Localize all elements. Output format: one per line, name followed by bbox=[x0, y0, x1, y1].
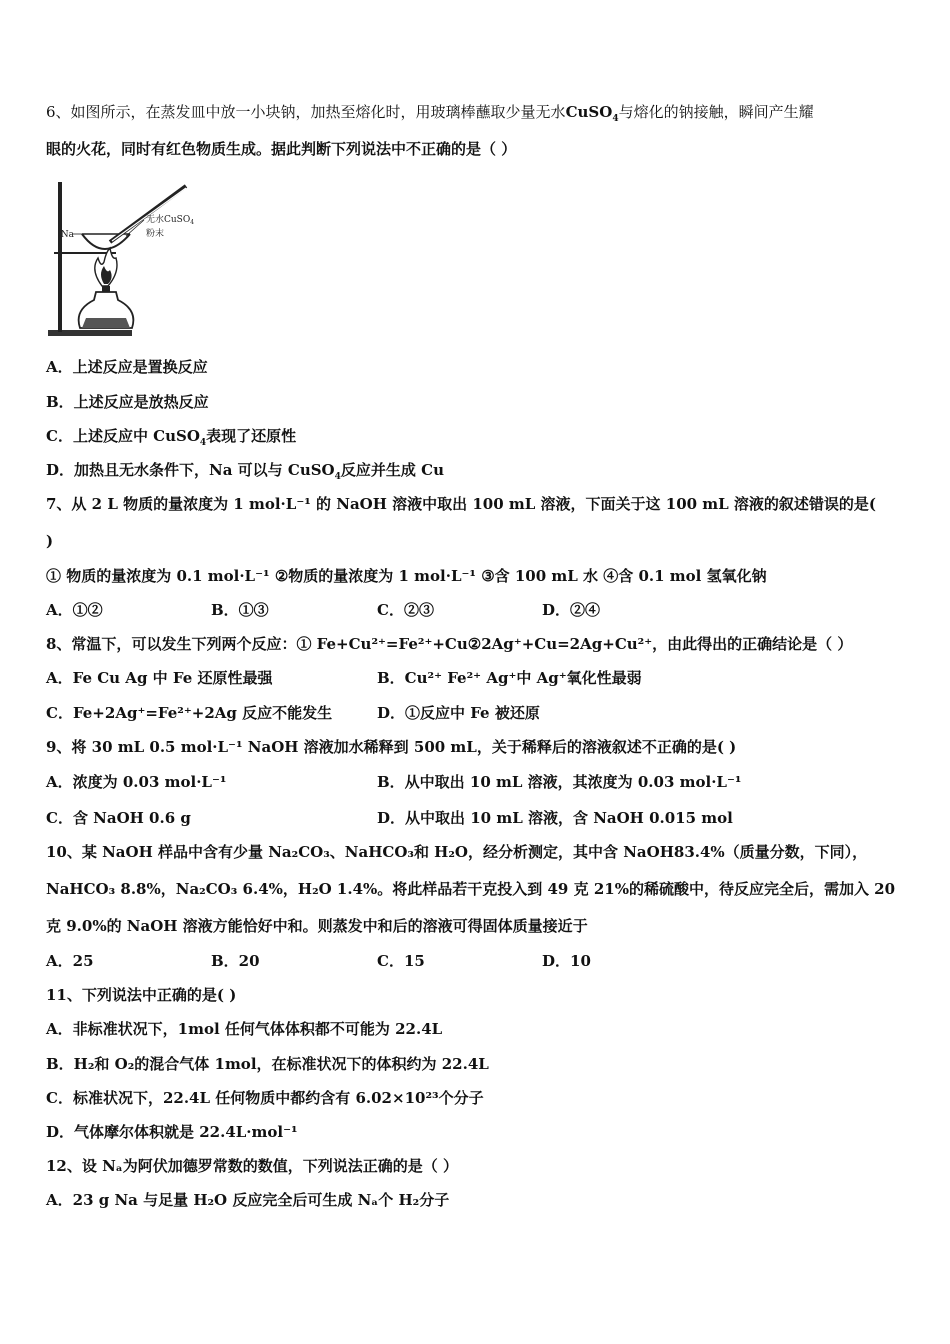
q9-options-row2 bbox=[46, 808, 910, 828]
label-na: Na bbox=[60, 230, 74, 240]
q7-option-a: A．①② bbox=[46, 601, 103, 619]
q6-option-c: C．上述反应中 CuSO$_4$表现了还原性 bbox=[46, 427, 297, 448]
q10-option-b: B．20 bbox=[211, 952, 260, 970]
q10-option-c: C．15 bbox=[377, 952, 425, 970]
q6-option-a: A．上述反应是置换反应 bbox=[46, 358, 208, 376]
q8-option-c: C．Fe+2Ag⁺=Fe²⁺+2Ag 反应不能发生 bbox=[46, 704, 333, 722]
q10-options bbox=[46, 951, 910, 971]
q12-option-a: A．23 g Na 与足量 H₂O 反应完全后可生成 Nₐ个 H₂分子 bbox=[46, 1191, 450, 1209]
q6-stem-line1: 6、如图所示，在蒸发皿中放一小块钠，加热至熔化时，用玻璃棒蘸取少量无水CuSO$_4$与熔化的钠接触，瞬间产生耀 bbox=[46, 103, 814, 124]
q7-options bbox=[46, 600, 910, 620]
q9-option-a: A．浓度为 0.03 mol·L⁻¹ bbox=[46, 773, 227, 791]
q8-stem: 8、常温下，可以发生下列两个反应：① Fe+Cu²⁺=Fe²⁺+Cu②2Ag⁺+Cu=2Ag+Cu²⁺，由此得出的正确结论是（ ） bbox=[46, 635, 853, 653]
q10-stem-line3: 克 9.0%的 NaOH 溶液方能恰好中和。则蒸发中和后的溶液可得固体质量接近于 bbox=[46, 917, 588, 935]
q10-stem-line2: NaHCO₃ 8.8%，Na₂CO₃ 6.4%，H₂O 1.4%。将此样品若干克投入到 49 克 21%的稀硫酸中，待反应完全后，需加入 20 bbox=[46, 880, 896, 898]
q7-option-d: D．②④ bbox=[542, 601, 601, 619]
q11-option-b: B．H₂和 O₂的混合气体 1mol，在标准状况下的体积约为 22.4L bbox=[46, 1055, 489, 1073]
q7-stem-line1: 7、从 2 L 物质的量浓度为 1 mol·L⁻¹ 的 NaOH 溶液中取出 100 mL 溶液，下面关于这 100 mL 溶液的叙述错误的是( bbox=[46, 495, 877, 513]
q7-option-b: B．①③ bbox=[211, 601, 269, 619]
apparatus-figure bbox=[46, 178, 196, 340]
q10-option-d: D．10 bbox=[542, 952, 591, 970]
q8-options-row1 bbox=[46, 668, 910, 688]
q11-option-c: C．标准状况下，22.4L 任何物质中都约含有 6.02×10²³个分子 bbox=[46, 1089, 484, 1107]
q11-option-a: A．非标准状况下，1mol 任何气体体积都不可能为 22.4L bbox=[46, 1020, 443, 1038]
label-powder: 粉末 bbox=[146, 229, 165, 239]
q9-options-row1 bbox=[46, 772, 910, 792]
q8-option-d: D．①反应中 Fe 被还原 bbox=[377, 704, 540, 722]
q10-stem-line1: 10、某 NaOH 样品中含有少量 Na₂CO₃、NaHCO₃和 H₂O，经分析测定，其中含 NaOH83.4%（质量分数，下同）， bbox=[46, 843, 868, 861]
q11-stem: 11、下列说法中正确的是( ) bbox=[46, 986, 237, 1004]
q10-option-a: A．25 bbox=[46, 952, 94, 970]
q6-stem-line2: 眼的火花，同时有红色物质生成。据此判断下列说法中不正确的是（ ） bbox=[46, 140, 517, 158]
q12-stem: 12、设 Nₐ为阿伏加德罗常数的数值，下列说法正确的是（ ） bbox=[46, 1157, 459, 1175]
q7-statements: ① 物质的量浓度为 0.1 mol·L⁻¹ ②物质的量浓度为 1 mol·L⁻¹ ③含 100 mL 水 ④含 0.1 mol 氢氧化钠 bbox=[46, 567, 767, 585]
q8-option-b: B．Cu²⁺ Fe²⁺ Ag⁺中 Ag⁺氧化性最弱 bbox=[377, 669, 642, 687]
label-cuso4: 无水CuSO$_4$ bbox=[146, 215, 195, 226]
q8-option-a: A．Fe Cu Ag 中 Fe 还原性最强 bbox=[46, 669, 273, 687]
q6-option-b: B．上述反应是放热反应 bbox=[46, 393, 209, 411]
q9-option-b: B．从中取出 10 mL 溶液，其浓度为 0.03 mol·L⁻¹ bbox=[377, 773, 742, 791]
q6-option-d: D．加热且无水条件下，Na 可以与 CuSO$_4$反应并生成 Cu bbox=[46, 461, 444, 482]
q9-option-d: D．从中取出 10 mL 溶液，含 NaOH 0.015 mol bbox=[377, 809, 733, 827]
q7-option-c: C．②③ bbox=[377, 601, 434, 619]
q8-options-row2 bbox=[46, 703, 910, 723]
q9-stem: 9、将 30 mL 0.5 mol·L⁻¹ NaOH 溶液加水稀释到 500 mL，关于稀释后的溶液叙述不正确的是( ) bbox=[46, 738, 737, 756]
q9-option-c: C．含 NaOH 0.6 g bbox=[46, 809, 191, 827]
q7-stem-line2: ) bbox=[46, 532, 54, 550]
q11-option-d: D．气体摩尔体积就是 22.4L·mol⁻¹ bbox=[46, 1123, 298, 1141]
